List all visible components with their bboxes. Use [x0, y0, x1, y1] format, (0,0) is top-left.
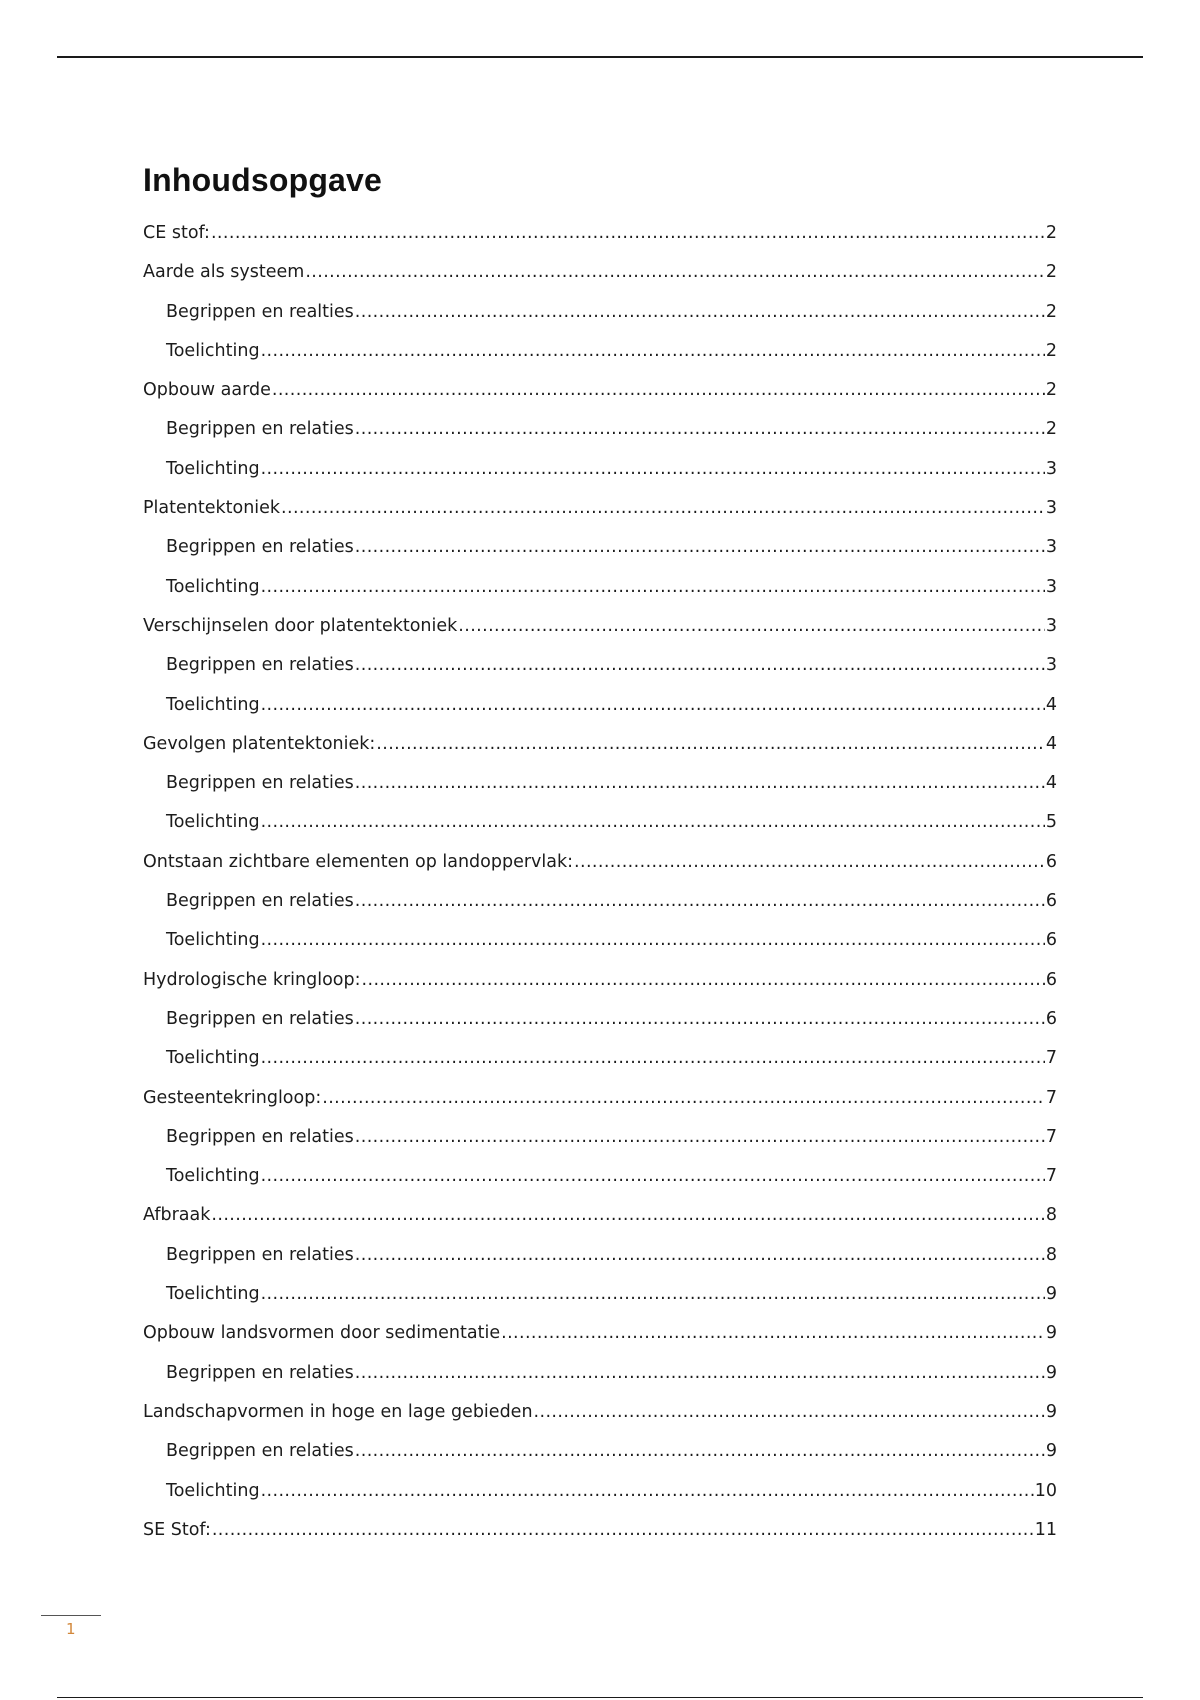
toc-page-number: 2	[1045, 340, 1057, 361]
toc-subentry[interactable]	[143, 690, 1057, 729]
toc-entry-text: Begrippen en relaties	[166, 537, 354, 558]
toc-page-number: 9	[1045, 1323, 1057, 1344]
toc-entry[interactable]	[143, 1397, 1057, 1436]
toc-subentry[interactable]	[143, 532, 1057, 571]
toc-page-number: 7	[1045, 1087, 1057, 1108]
toc-entry[interactable]	[143, 1318, 1057, 1357]
toc-subentry[interactable]	[143, 1043, 1057, 1082]
toc-subentry[interactable]	[143, 1476, 1057, 1515]
toc-entry-text: Toelichting	[166, 812, 260, 833]
toc-dot-leader	[322, 1083, 1045, 1113]
toc-page-number: 8	[1045, 1205, 1057, 1226]
toc-entry[interactable]	[143, 218, 1057, 257]
toc-dot-leader	[272, 375, 1045, 405]
toc-entry-text: Toelichting	[166, 1166, 260, 1187]
toc-page-number: 6	[1045, 851, 1057, 872]
toc-entry[interactable]	[143, 257, 1057, 296]
toc-subentry[interactable]	[143, 925, 1057, 964]
toc-subentry[interactable]	[143, 1358, 1057, 1397]
toc-subentry[interactable]	[143, 454, 1057, 493]
toc-subentry[interactable]	[143, 1436, 1057, 1475]
toc-page-number: 6	[1045, 969, 1057, 990]
toc-entry-text: Opbouw aarde	[143, 380, 271, 401]
toc-dot-leader	[355, 1122, 1045, 1152]
toc-entry[interactable]	[143, 493, 1057, 532]
toc-page-number: 3	[1045, 615, 1057, 636]
toc-entry-text: Toelichting	[166, 930, 260, 951]
toc-entry-text: Toelichting	[166, 694, 260, 715]
toc-entry-text: Begrippen en relaties	[166, 419, 354, 440]
toc-entry-text: Begrippen en relaties	[166, 655, 354, 676]
toc-entry-text: Begrippen en relaties	[166, 1008, 354, 1029]
toc-entry-text: Toelichting	[166, 340, 260, 361]
toc-dot-leader	[211, 1200, 1044, 1230]
toc-page-number: 7	[1045, 1126, 1057, 1147]
toc-dot-leader	[355, 886, 1045, 916]
toc-entry-text: Begrippen en relaties	[166, 891, 354, 912]
toc-dot-leader	[261, 572, 1045, 602]
toc-dot-leader	[305, 257, 1045, 287]
toc-page-number: 9	[1045, 1284, 1057, 1305]
toc-subentry[interactable]	[143, 1161, 1057, 1200]
toc-dot-leader	[355, 297, 1045, 327]
toc-dot-leader	[261, 1043, 1045, 1073]
toc-entry[interactable]	[143, 1083, 1057, 1122]
toc-subentry[interactable]	[143, 572, 1057, 611]
toc-subentry[interactable]	[143, 886, 1057, 925]
toc-dot-leader	[261, 336, 1045, 366]
toc-page-number: 8	[1045, 1244, 1057, 1265]
toc-dot-leader	[355, 532, 1045, 562]
toc-dot-leader	[355, 414, 1045, 444]
toc-subentry[interactable]	[143, 807, 1057, 846]
toc-entry-text: Begrippen en realties	[166, 301, 354, 322]
toc-dot-leader	[261, 1161, 1045, 1191]
toc-subentry[interactable]	[143, 1004, 1057, 1043]
toc-page-number: 2	[1045, 301, 1057, 322]
toc-entry-text: Ontstaan zichtbare elementen op landoppervlak:	[143, 851, 574, 872]
toc-page-number: 6	[1045, 1008, 1057, 1029]
toc-subentry[interactable]	[143, 1279, 1057, 1318]
toc-page-number: 2	[1045, 419, 1057, 440]
toc-page-number: 7	[1045, 1166, 1057, 1187]
toc-entry[interactable]	[143, 965, 1057, 1004]
toc-dot-leader	[355, 1004, 1045, 1034]
toc-page-number: 9	[1045, 1441, 1057, 1462]
toc-subentry[interactable]	[143, 650, 1057, 689]
toc-dot-leader	[574, 847, 1045, 877]
toc-page-number: 3	[1045, 576, 1057, 597]
toc-page-number: 4	[1045, 694, 1057, 715]
toc-page-number: 10	[1034, 1480, 1057, 1501]
toc-page-number: 9	[1045, 1401, 1057, 1422]
footer-page-number: 1	[66, 1620, 76, 1638]
toc-entry[interactable]	[143, 375, 1057, 414]
toc-dot-leader	[362, 965, 1045, 995]
toc-entry-text: Begrippen en relaties	[166, 773, 354, 794]
toc-page-number: 2	[1045, 380, 1057, 401]
toc-entry-text: Begrippen en relaties	[166, 1441, 354, 1462]
toc-page-number: 9	[1045, 1362, 1057, 1383]
toc-page-number: 3	[1045, 498, 1057, 519]
toc-dot-leader	[501, 1318, 1045, 1348]
toc-entry-text: Toelichting	[166, 458, 260, 479]
toc-page-number: 4	[1045, 733, 1057, 754]
toc-dot-leader	[376, 729, 1045, 759]
toc-page-number: 6	[1045, 930, 1057, 951]
toc-entry-text: Begrippen en relaties	[166, 1244, 354, 1265]
toc-dot-leader	[458, 611, 1045, 641]
toc-entry-text: Toelichting	[166, 576, 260, 597]
toc-title: Inhoudsopgave	[143, 162, 383, 198]
toc-entry-text: Begrippen en relaties	[166, 1362, 354, 1383]
toc-dot-leader	[212, 1515, 1034, 1545]
toc-page-number: 2	[1045, 223, 1057, 243]
toc-entry-text: Toelichting	[166, 1284, 260, 1305]
toc-dot-leader	[355, 768, 1045, 798]
toc-entry-text: Begrippen en relaties	[166, 1126, 354, 1147]
table-of-contents	[143, 218, 1057, 1554]
toc-dot-leader	[261, 925, 1045, 955]
footer-rule	[41, 1615, 101, 1616]
toc-entry-text: Gevolgen platentektoniek:	[143, 733, 376, 754]
toc-dot-leader	[261, 807, 1045, 837]
toc-entry[interactable]	[143, 1200, 1057, 1239]
header-rule	[57, 56, 1143, 58]
toc-subentry[interactable]	[143, 768, 1057, 807]
toc-dot-leader	[261, 690, 1045, 720]
toc-dot-leader	[281, 493, 1045, 523]
toc-entry-text: Opbouw landsvormen door sedimentatie	[143, 1323, 501, 1344]
toc-entry[interactable]	[143, 729, 1057, 768]
toc-entry[interactable]	[143, 1515, 1057, 1554]
toc-dot-leader	[211, 218, 1045, 248]
toc-subentry[interactable]	[143, 297, 1057, 336]
toc-subentry[interactable]	[143, 414, 1057, 453]
toc-entry-text: CE stof:	[143, 223, 210, 243]
toc-page-number: 2	[1045, 262, 1057, 283]
toc-page-number: 11	[1034, 1519, 1057, 1540]
toc-entry-text: Toelichting	[166, 1480, 260, 1501]
toc-dot-leader	[261, 1476, 1034, 1506]
toc-entry-text: Aarde als systeem	[143, 262, 305, 283]
toc-entry-text: Landschapvormen in hoge en lage gebieden	[143, 1401, 533, 1422]
toc-page-number: 3	[1045, 655, 1057, 676]
toc-dot-leader	[355, 1240, 1045, 1270]
toc-dot-leader	[261, 454, 1045, 484]
toc-entry-text: Gesteentekringloop:	[143, 1087, 322, 1108]
toc-entry[interactable]	[143, 611, 1057, 650]
footer-page-rule	[57, 1697, 1143, 1698]
toc-subentry[interactable]	[143, 1122, 1057, 1161]
toc-subentry[interactable]	[143, 336, 1057, 375]
toc-dot-leader	[355, 1358, 1045, 1388]
toc-entry-text: Verschijnselen door platentektoniek	[143, 615, 458, 636]
toc-dot-leader	[355, 1436, 1045, 1466]
toc-entry-text: Hydrologische kringloop:	[143, 969, 361, 990]
toc-page-number: 5	[1045, 812, 1057, 833]
toc-page-number: 3	[1045, 458, 1057, 479]
toc-page-number: 4	[1045, 773, 1057, 794]
toc-page-number: 7	[1045, 1048, 1057, 1069]
toc-entry-text: Afbraak	[143, 1205, 211, 1226]
toc-page-number: 6	[1045, 891, 1057, 912]
toc-entry-text: Toelichting	[166, 1048, 260, 1069]
toc-entry-text: SE Stof:	[143, 1519, 211, 1540]
toc-page-number: 3	[1045, 537, 1057, 558]
toc-subentry[interactable]	[143, 1240, 1057, 1279]
toc-dot-leader	[355, 650, 1045, 680]
toc-entry-text: Platentektoniek	[143, 498, 281, 519]
toc-entry[interactable]	[143, 847, 1057, 886]
toc-dot-leader	[534, 1397, 1045, 1427]
toc-dot-leader	[261, 1279, 1045, 1309]
